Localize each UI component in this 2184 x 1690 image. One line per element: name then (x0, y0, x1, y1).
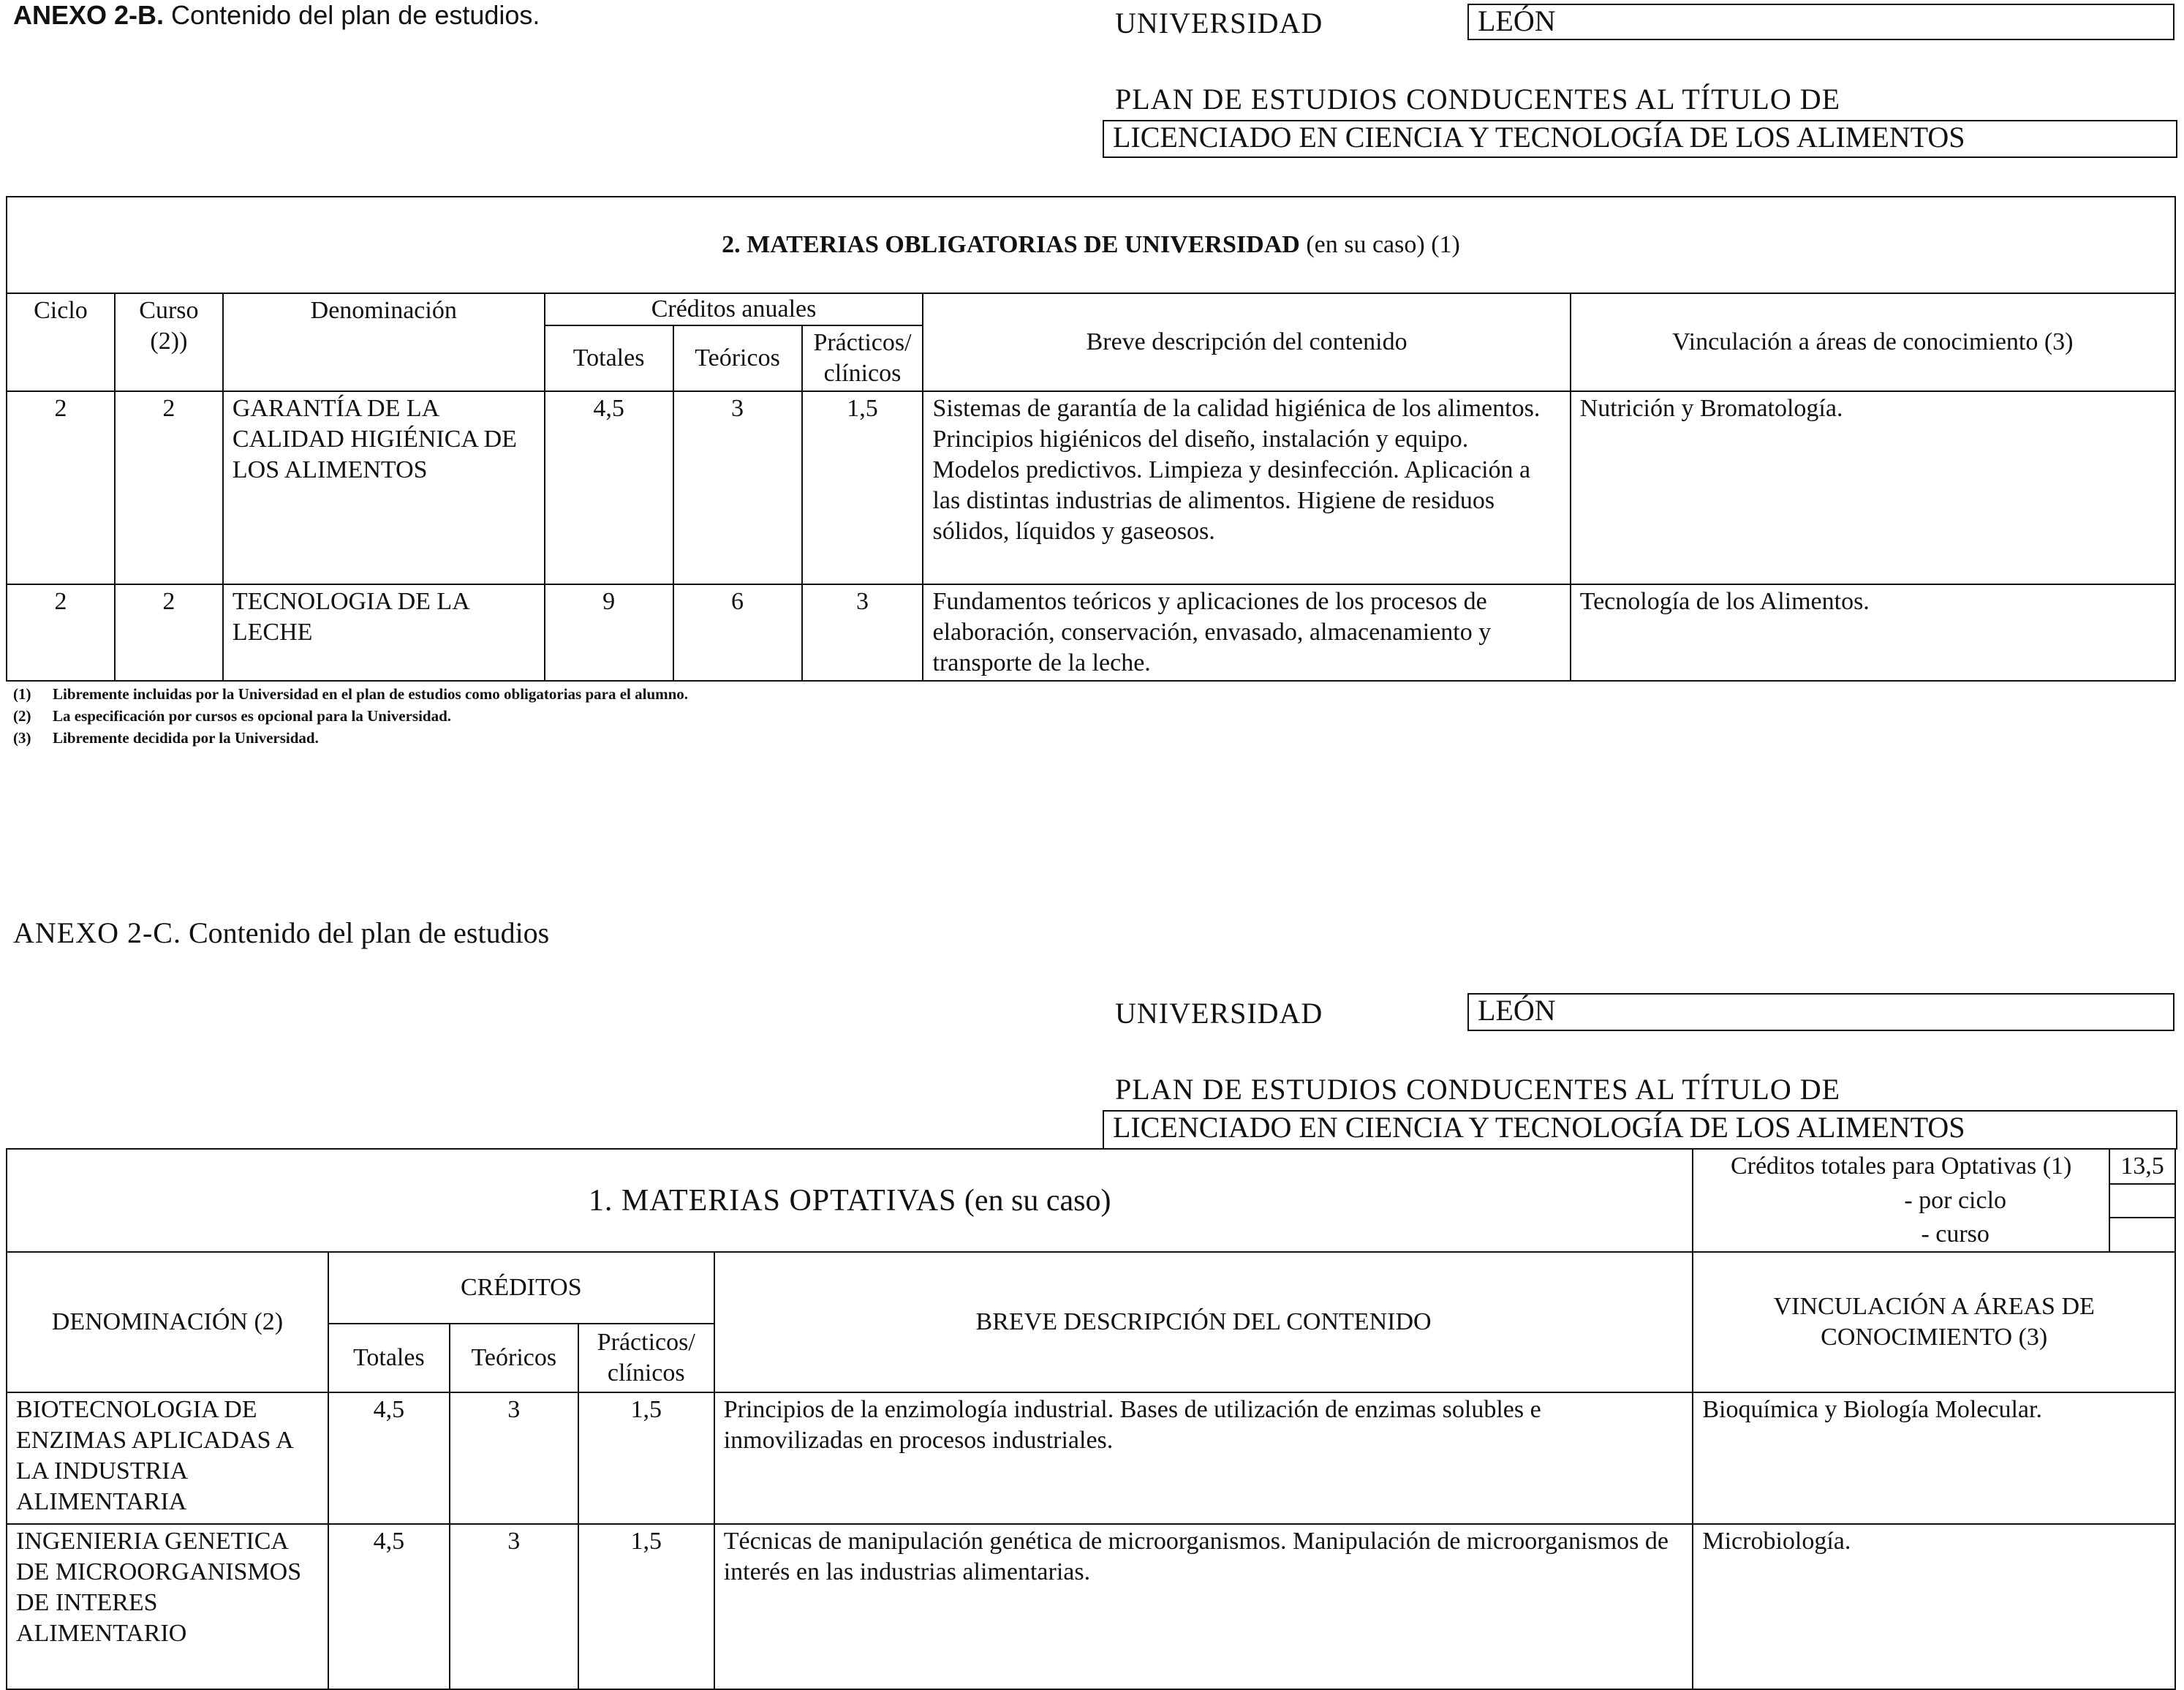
creditos-totales-value: 13,5 (2109, 1149, 2175, 1184)
materias-optativas-table (6, 1148, 2176, 1690)
cell-descripcion: Sistemas de garantía de la calidad higiénica de los alimentos. Principios higiénicos del diseño, instalación y equipo. Modelos predictivos. Limpieza y desinfección. Aplicación a las distintas industrias de alimentos. Higiene de residuos sólidos, líquidos y gaseosos. (923, 391, 1570, 584)
col-descripcion-header: BREVE DESCRIPCIÓN DEL CONTENIDO (714, 1252, 1693, 1392)
materias-obligatorias-table (6, 196, 2176, 682)
cell-totales: 4,5 (545, 391, 673, 584)
universidad-value-box: LEÓN (1467, 4, 2174, 40)
table-row (7, 1524, 2175, 1689)
cell-totales: 9 (545, 584, 673, 681)
cell-curso: 2 (115, 584, 223, 681)
universidad-label: UNIVERSIDAD (1115, 997, 1323, 1030)
cell-teoricos: 6 (673, 584, 802, 681)
cell-descripcion: Técnicas de manipulación genética de microorganismos. Manipulación de microorganismos de interés en las industrias alimentarias. (714, 1524, 1693, 1689)
plan-label: PLAN DE ESTUDIOS CONDUCENTES AL TÍTULO DE (1115, 83, 1841, 116)
cell-practicos: 3 (802, 584, 923, 681)
col-denominacion-header: Denominación (223, 293, 545, 391)
col-totales-header: Totales (328, 1324, 450, 1392)
table-row (7, 391, 2175, 584)
cell-teoricos: 3 (673, 391, 802, 584)
optativas-title (7, 1149, 1693, 1252)
universidad-label: UNIVERSIDAD (1115, 7, 1323, 39)
creditos-totales-label: Créditos totales para Optativas (1) (1693, 1149, 2109, 1184)
footnote: (2) La especificación por cursos es opcional para la Universidad. (13, 707, 452, 725)
titulo-box: LICENCIADO EN CIENCIA Y TECNOLOGÍA DE LOS ALIMENTOS (1103, 1110, 2177, 1150)
cell-denominacion: INGENIERIA GENETICA DE MICROORGANISMOS DE INTERES ALIMENTARIO (7, 1524, 328, 1689)
curso-label: - curso (1693, 1218, 2109, 1252)
cell-vinculacion: Bioquímica y Biología Molecular. (1693, 1392, 2175, 1524)
anexo-2c-label-rest: Contenido del plan de estudios (181, 916, 550, 949)
anexo-2b-label-rest: Contenido del plan de estudios. (164, 0, 540, 30)
anexo-2b-label: ANEXO 2-B. (13, 0, 165, 30)
col-practicos-header: Prácticos/ clínicos (578, 1324, 714, 1392)
cell-totales: 4,5 (328, 1524, 450, 1689)
cell-descripcion: Fundamentos teóricos y aplicaciones de los procesos de elaboración, conservación, envasado, almacenamiento y transporte de la leche. (923, 584, 1570, 681)
cell-denominacion: BIOTECNOLOGIA DE ENZIMAS APLICADAS A LA INDUSTRIA ALIMENTARIA (7, 1392, 328, 1524)
obligatorias-title (7, 197, 2175, 293)
cell-practicos: 1,5 (578, 1392, 714, 1524)
footnotes (13, 683, 688, 749)
col-practicos-header: Prácticos/ clínicos (802, 325, 923, 391)
plan-label: PLAN DE ESTUDIOS CONDUCENTES AL TÍTULO DE (1115, 1073, 1841, 1106)
footnote: (1) Libremente incluidas por la Universidad en el plan de estudios como obligatorias para el alumno. (13, 685, 689, 703)
col-creditos-header: CRÉDITOS (328, 1252, 714, 1324)
anexo-2c-label: ANEXO 2-C. (13, 916, 181, 949)
optativas-title-suffix: (en su caso) (956, 1183, 1111, 1218)
cell-teoricos: 3 (450, 1524, 578, 1689)
table-row (7, 584, 2175, 681)
curso-value (2109, 1218, 2175, 1252)
col-totales-header: Totales (545, 325, 673, 391)
col-teoricos-header: Teóricos (450, 1324, 578, 1392)
obligatorias-title-suffix: (en su caso) (1) (1299, 231, 1460, 258)
titulo-box: LICENCIADO EN CIENCIA Y TECNOLOGÍA DE LOS ALIMENTOS (1103, 120, 2177, 158)
table-row (7, 1392, 2175, 1524)
cell-totales: 4,5 (328, 1392, 450, 1524)
footnote: (3) Libremente decidida por la Universidad. (13, 729, 319, 747)
obligatorias-title-main: 2. MATERIAS OBLIGATORIAS DE UNIVERSIDAD (722, 231, 1300, 258)
universidad-value-box: LEÓN (1467, 993, 2174, 1031)
col-descripcion-header: Breve descripción del contenido (923, 293, 1570, 391)
col-creditos-anuales-header: Créditos anuales (545, 293, 923, 325)
cell-ciclo: 2 (7, 584, 115, 681)
por-ciclo-value (2109, 1184, 2175, 1218)
col-denominacion-header: DENOMINACIÓN (2) (7, 1252, 328, 1392)
cell-practicos: 1,5 (802, 391, 923, 584)
col-teoricos-header: Teóricos (673, 325, 802, 391)
anexo-2b-heading (13, 0, 540, 31)
cell-ciclo: 2 (7, 391, 115, 584)
col-ciclo-header: Ciclo (7, 293, 115, 391)
cell-vinculacion: Microbiología. (1693, 1524, 2175, 1689)
col-vinculacion-header: Vinculación a áreas de conocimiento (3) (1571, 293, 2175, 391)
anexo-2c-heading (13, 916, 549, 950)
cell-descripcion: Principios de la enzimología industrial. Bases de utilización de enzimas solubles e inmovilizadas en procesos industriales. (714, 1392, 1693, 1524)
cell-denominacion: GARANTÍA DE LA CALIDAD HIGIÉNICA DE LOS ALIMENTOS (223, 391, 545, 584)
cell-practicos: 1,5 (578, 1524, 714, 1689)
cell-vinculacion: Nutrición y Bromatología. (1571, 391, 2175, 584)
cell-vinculacion: Tecnología de los Alimentos. (1571, 584, 2175, 681)
col-vinculacion-header: VINCULACIÓN A ÁREAS DE CONOCIMIENTO (3) (1693, 1252, 2175, 1392)
optativas-title-main: 1. MATERIAS OPTATIVAS (588, 1183, 957, 1218)
cell-curso: 2 (115, 391, 223, 584)
cell-teoricos: 3 (450, 1392, 578, 1524)
cell-denominacion: TECNOLOGIA DE LA LECHE (223, 584, 545, 681)
por-ciclo-label: - por ciclo (1693, 1184, 2109, 1218)
col-curso-header: Curso (2)) (115, 293, 223, 391)
